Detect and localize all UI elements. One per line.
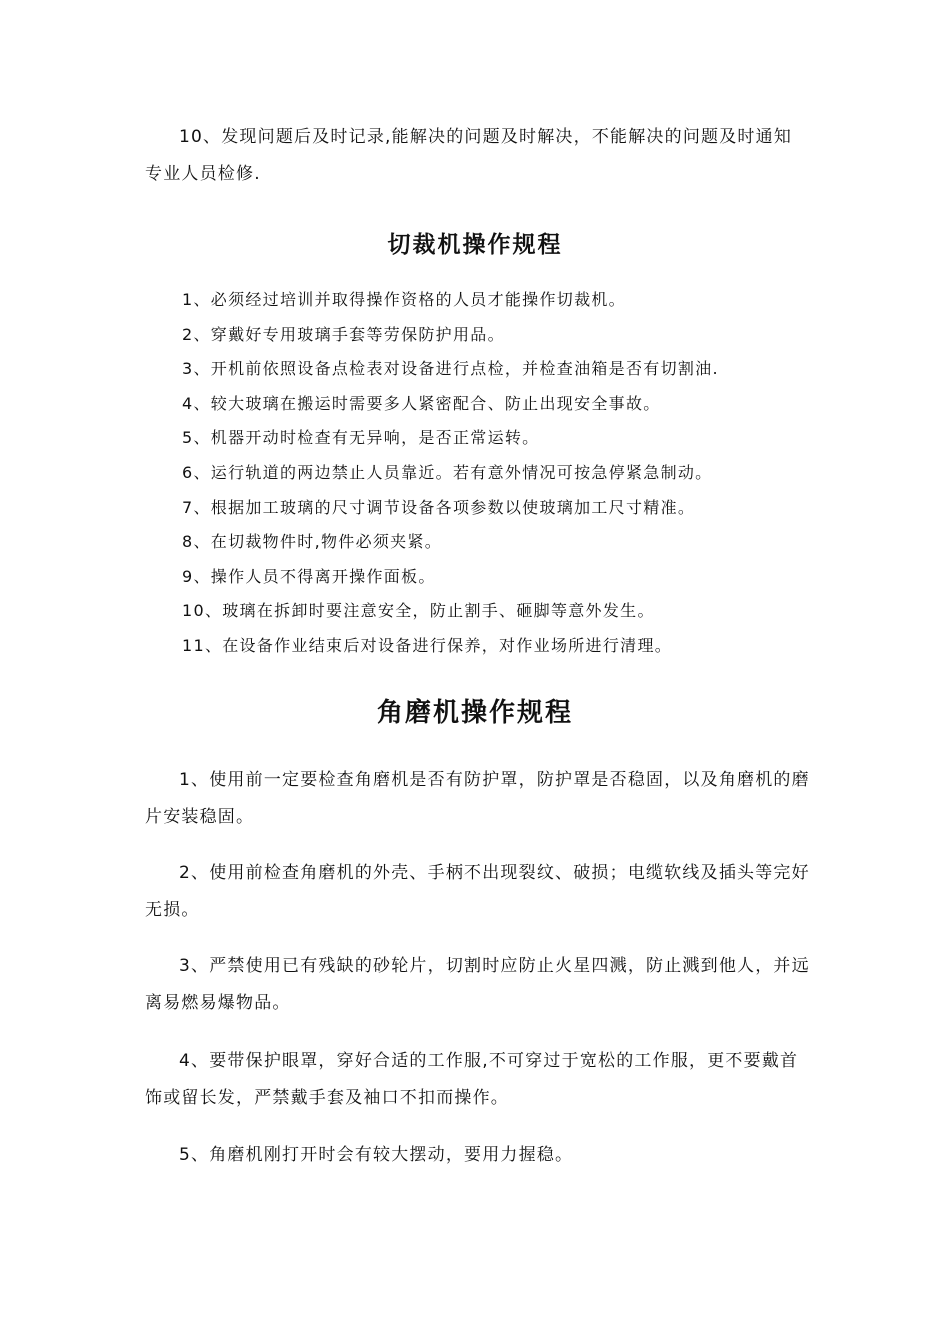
list-item: 3、开机前依照设备点检表对设备进行点检，并检查油箱是否有切割油. — [182, 359, 719, 379]
section-title-cutting-machine: 切裁机操作规程 — [387, 231, 563, 258]
list-item: 1、必须经过培训并取得操作资格的人员才能操作切裁机。 — [182, 290, 626, 309]
grinder-rule-paragraph: 2、使用前检查角磨机的外壳、手柄不出现裂纹、破损；电缆软线及插头等完好无损。 — [145, 863, 810, 920]
list-item: 5、机器开动时检查有无异响，是否正常运转。 — [182, 428, 540, 448]
grinder-rule-paragraph: 5、角磨机刚打开时会有较大摆动，要用力握稳。 — [179, 1145, 574, 1165]
list-item: 6、运行轨道的两边禁止人员靠近。若有意外情况可按急停紧急制动。 — [182, 462, 713, 482]
grinder-rule-paragraph: 1、使用前一定要检查角磨机是否有防护罩，防护罩是否稳固，以及角磨机的磨片安装稳固。 — [145, 770, 810, 827]
list-item: 7、根据加工玻璃的尺寸调节设备各项参数以使玻璃加工尺寸精准。 — [182, 497, 696, 517]
intro-paragraph: 10、发现问题后及时记录,能解决的问题及时解决，不能解决的问题及时通知专业人员检修. — [145, 127, 793, 184]
grinder-rule-paragraph: 3、严禁使用已有残缺的砂轮片，切割时应防止火星四溅，防止溅到他人，并远离易燃易爆物品。 — [145, 956, 810, 1013]
list-item: 10、玻璃在拆卸时要注意安全，防止割手、砸脚等意外发生。 — [182, 601, 655, 621]
section-title-angle-grinder: 角磨机操作规程 — [376, 698, 573, 728]
cutting-machine-rules-list — [182, 283, 719, 664]
list-item: 11、在设备作业结束后对设备进行保养，对作业场所进行清理。 — [182, 635, 673, 655]
grinder-rule-paragraph: 4、要带保护眼罩，穿好合适的工作服,不可穿过于宽松的工作服，更不要戴首饰或留长发，严禁戴手套及袖口不扣而操作。 — [145, 1051, 799, 1108]
list-item: 8、在切裁物件时,物件必须夹紧。 — [182, 532, 443, 552]
list-item: 4、较大玻璃在搬运时需要多人紧密配合、防止出现安全事故。 — [182, 393, 661, 413]
list-item: 9、操作人员不得离开操作面板。 — [182, 566, 436, 586]
list-item: 2、穿戴好专用玻璃手套等劳保防护用品。 — [182, 324, 505, 344]
